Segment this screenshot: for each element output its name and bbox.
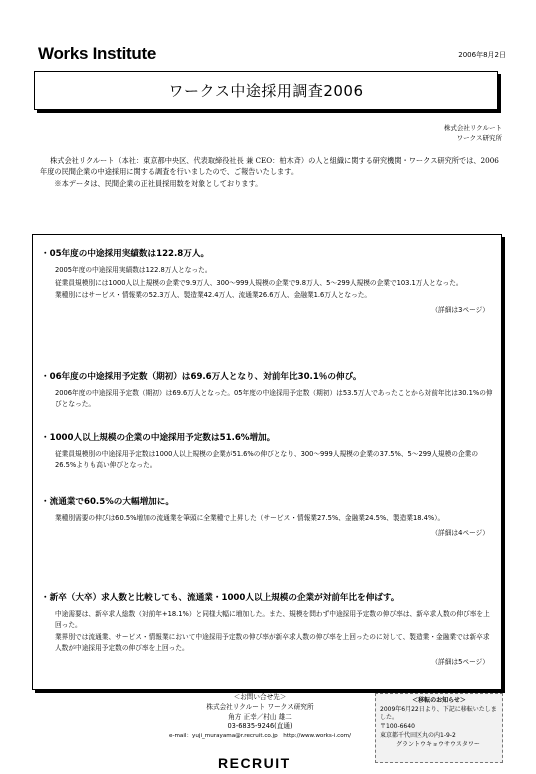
finding-section-2 — [41, 372, 493, 409]
detail-page-ref: （詳細は3ページ） — [431, 305, 489, 314]
finding-section-3 — [41, 433, 493, 470]
finding-heading: ・流通業で60.5%の大幅増加に。 — [41, 497, 174, 507]
relocation-notice — [375, 693, 503, 763]
intro-block — [40, 156, 500, 190]
finding-section-5 — [41, 593, 493, 668]
finding-heading: ・06年度の中途採用予定数（期初）は69.6万人となり、対前年比30.1％の伸び。 — [41, 372, 362, 382]
report-title-box — [34, 71, 498, 110]
finding-section-4 — [41, 497, 493, 538]
contact-email: e-mail：yuji_murayama@r.recruit.co.jp http://www.works-i.com/ — [169, 733, 351, 740]
recruit-logo: RECRUIT — [218, 755, 291, 771]
finding-text: 業種別にはサービス・情報業の52.3万人、製造業42.4万人、流通業26.6万人、金融業1.6万人となった。 — [55, 291, 372, 299]
intro-note: ※本データは、民間企業の正社員採用数を対象としております。 — [54, 179, 263, 188]
relocation-address: 東京都千代田区丸の内1-9-2 — [380, 731, 456, 739]
institute-name: ワークス研究所 — [456, 134, 502, 142]
finding-heading: ・1000人以上規模の企業の中途採用予定数は51.6%増加。 — [41, 433, 276, 443]
report-title: ワークス中途採用調査2006 — [168, 82, 364, 100]
contact-org: 株式会社リクルート ワークス研究所 — [206, 702, 314, 711]
intro-paragraph: 株式会社リクルート（本社：東京都中央区、代表取締役社長 兼 CEO：柏木斉）の人と組織に関する研究機関・ワークス研究所では、2006年度の民間企業の中途採用に関する調査を行いましたので、ご報告いたします。 — [40, 156, 499, 176]
company-block — [444, 123, 502, 143]
relocation-postal: 〒100-6640 — [380, 723, 415, 731]
finding-text: 従業員規模別の中途採用予定数は1000人以上規模の企業が51.6%の伸びとなり、300～999人規模の企業の37.5%、5～299人規模の企業の26.5%よりも高い伸びとなった。 — [55, 450, 479, 469]
contact-label: ＜お問い合せ先＞ — [233, 693, 287, 701]
finding-text: 2006年度の中途採用予定数（期初）は69.6万人となった。05年度の中途採用予定数（期初）は53.5万人であったことから対前年比は30.1%の伸びとなった。 — [55, 389, 493, 408]
contact-block — [140, 693, 380, 742]
relocation-title: ＜移転のお知らせ＞ — [412, 697, 466, 704]
finding-text: 業界別では流通業、サービス・情報業において中途採用予定数の伸び率が新卒求人数の伸び率を上回ったのに対して、製造業・金融業では新卒求人数が中途採用予定数の伸び率を上回った。 — [55, 633, 490, 652]
detail-page-ref: （詳細は4ページ） — [431, 528, 489, 537]
company-name: 株式会社リクルート — [443, 124, 502, 132]
detail-page-ref: （詳細は5ページ） — [431, 658, 489, 666]
contact-phone: 03-6835-9246(直通) — [227, 722, 293, 731]
finding-text: 従業員規模別には1000人以上規模の企業で9.9万人、300～999人規模の企業で9.8万人、5～299人規模の企業で103.1万人となった。 — [55, 278, 463, 287]
works-institute-logo: Works Institute — [38, 44, 156, 63]
finding-section-1 — [41, 249, 493, 315]
release-date: 2006年8月2日 — [458, 51, 506, 59]
relocation-text: 2009年6月22日より、下記に移転いたしました。 — [380, 705, 497, 722]
finding-heading: ・05年度の中途採用実績数は122.8万人。 — [41, 249, 210, 259]
finding-text: 2005年度の中途採用実績数は122.8万人となった。 — [55, 266, 212, 274]
contact-names: 角方 正幸／村山 雄二 — [228, 712, 292, 721]
finding-text: 中途需要は、新卒求人総数（対前年+18.1%）と同様大幅に増加した。また、規模を問わず中途採用予定数の伸び率は、新卒求人数の伸び率を上回った。 — [55, 610, 490, 629]
findings-box — [32, 234, 502, 690]
finding-text: 業種別需要の伸びは60.5%増加の流通業を筆頭に全業種で上昇した（サービス・情報業27.5%、金融業24.5%、製造業18.4%）。 — [55, 514, 445, 522]
relocation-building: グラントウキョウサウスタワー — [396, 740, 480, 748]
finding-heading: ・新卒（大卒）求人数と比較しても、流通業・1000人以上規模の企業が対前年比を伸ばす。 — [41, 593, 400, 603]
